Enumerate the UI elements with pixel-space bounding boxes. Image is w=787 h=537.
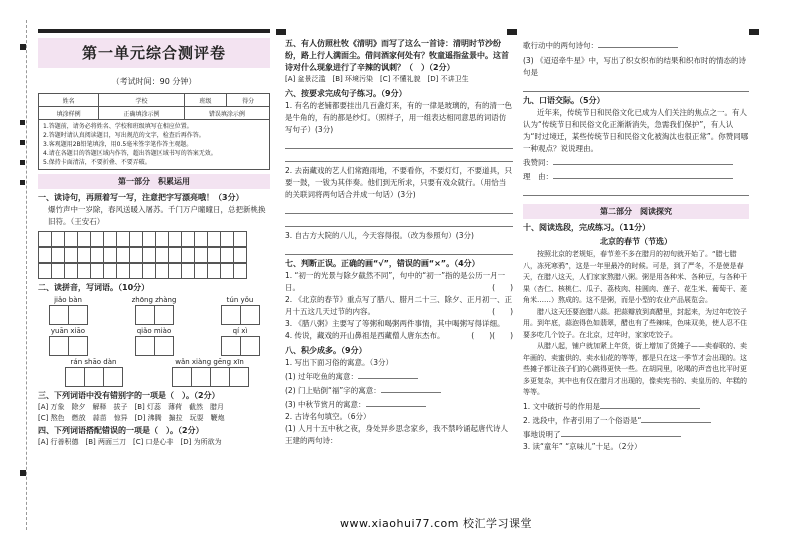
option-line: [A] 盆景泛滥 [B] 环境污染 [C] 不懂礼貌 [D] 不讲卫生 [285,75,469,83]
fill-item: (2) 门上贴倒“福”字的寓意： [285,383,513,397]
column-left [38,38,270,448]
pinyin-label: qiǎo miào [136,327,172,335]
fill-blank[interactable] [641,413,711,423]
info-label: 填涂样例 [39,107,99,120]
info-table [38,93,270,120]
binding-mark [20,470,26,476]
section-header: 第一部分 积累运用 [38,174,270,189]
discussion-text: 近年来，传统节日和民俗文化已成为人们关注的焦点之一。有人认为“传统节日和民俗文化正渐渐消失，急需我们保护”，有人认为“时过境迁，某些传统节日和民俗文化被淘汰也很正常”。你赞同哪一种观点？说说理由。 [523,108,749,153]
answer-boxes[interactable] [124,336,184,356]
judge-item: 3. 《腊八粥》主要写了等粥和喝粥两件事情，其中喝粥写得详细。 ( ) [285,319,513,340]
page-title: 第一单元综合测评卷 [38,38,270,68]
fill-item: (1) 过年吃鱼的寓意： [285,369,513,383]
info-label: 班级 [184,94,227,107]
agree-line: 我赞同： [523,155,749,169]
fill-blank[interactable] [598,38,678,48]
writing-grid-row[interactable] [38,231,270,247]
option-line: [A] 万象 除夕 解释 拔子 [B] 灯蕊 薄荷 截然 腊月 [38,403,224,411]
question-heading: 一、读诗句，再照着写一写，注意把字写漂亮哦！（3分） [38,193,244,202]
corner-mark [507,29,517,35]
pinyin-row [38,327,270,356]
sentence-task: 3. 自古方大院的八儿，今天容得很。（改为参照句）(3分) [285,231,474,240]
column-right [523,38,749,453]
binding-mark [20,180,25,185]
reading-title: 北京的春节（节选） [600,237,672,246]
binding-mark [20,120,25,125]
answer-boxes[interactable] [210,305,270,325]
fill-blank[interactable] [600,399,700,409]
exam-time: （考试时间：90 分钟） [111,77,197,86]
reading-question: 事地说明了 [523,427,749,441]
note-line: 3.客观题用2B铅笔填涂，用0.5毫米签字笔作答主观题。 [43,141,193,148]
question-heading: 七、判断正误。正确的画“√”，错误的画“×”。（4分） [285,259,480,268]
top-bar [38,29,270,33]
question-heading: 八、积少成多。（9分） [285,346,367,355]
sub-question: (3) 《迢迢牵牛星》中，写出了织女织布的结果和织布时的情态的诗句是 [523,56,747,77]
pinyin-label: zhōng zhàng [131,296,177,304]
note-line: 5.保持卡面清洁，不要折叠、不要弄破。 [43,159,151,166]
question-heading: 二、读拼音，写词语。（10分） [38,283,150,292]
reading-paragraph: 腊八这天还要泡腊八蒜。把蒜瓣放到高醋里，封起来，为过年吃饺子用。到年底，蒜泡得色如翡翠，醋也有了些辣味，色味双美，使人忍不住要多吃几个饺子。在北京，过年时，家家吃饺子。 [523,307,747,339]
sentence-task: 2. 去南藏戏的艺人们常跑雨地，不要看你，不要灯灯，不要道具，只要一鼓，一钹为其伴奏。他们到无所求，只要有戏众就行。（用恰当的关联词将两句话合并成一句话）(3分) [285,166,513,199]
continued-text: 歌行动中的两句诗句： [523,38,749,52]
answer-boxes[interactable] [210,336,270,356]
judge-item: 2. 《北京的春节》重点写了腊八、腊月二十三、除夕、正月初一、正月十五这几天过节的内容。 ( ) [285,295,513,316]
sentence-task: 1. 有名的老铺都要挂出几百盏灯来，有的一律是玻璃的，有的清一色是牛角的，有的都是纱灯。（照样子，用一组表达相同意思的词语仿写句子）(3分) [285,101,513,134]
fill-blank[interactable] [553,169,733,179]
pinyin-row [38,358,270,387]
info-label: 错误填涂示例 [184,107,269,120]
binding-mark [20,140,25,145]
fill-blank[interactable] [553,155,733,165]
writing-grid-row[interactable] [38,263,270,279]
note-line: 2.答题时请认真阅读题目，写出规范的文字，检查后再作答。 [43,132,205,139]
pinyin-label: qí xì [232,327,248,335]
reading-question: 2. 选段中，作者引用了一个俗语是“ [523,413,749,427]
question-heading: 四、下列词语搭配错误的一项是（ ）。（2分） [38,426,204,435]
writing-grid-row[interactable] [38,247,270,263]
pinyin-label: tún yǒu [226,296,254,304]
note-line: 4.请在各题目的答题区域内作答，超出答题区域书写的答案无效。 [43,150,217,157]
sub-question: (1) 人月十五中秋之夜，身处异乡思念家乡，我不禁吟诵起唐代诗人王建的两句诗： [285,424,509,445]
question-heading: 三、下列词语中没有错别字的一项是（ ）。（2分） [38,391,220,400]
answer-boxes[interactable] [38,336,98,356]
answer-line[interactable] [523,79,749,92]
column-middle [285,38,513,447]
answer-line[interactable] [523,183,749,196]
answer-line[interactable] [285,242,513,255]
info-label: 学校 [99,94,184,107]
corner-mark [276,29,286,35]
answer-boxes[interactable] [38,305,98,325]
binding-mark [20,160,25,165]
answer-line[interactable] [285,214,513,227]
pinyin-row [38,296,270,325]
sub-question: 1. 写出下面习俗的寓意。（3分） [285,358,394,367]
info-label: 得分 [227,94,270,107]
option-line: [A] 行善积德 [B] 两面三刀 [C] 口是心非 [D] 为所欲为 [38,438,222,446]
answer-line[interactable] [285,149,513,162]
info-label: 姓名 [39,94,99,107]
answer-boxes[interactable] [54,367,134,387]
reading-paragraph: 按照北京的老规矩，春节差不多在腊月的初旬就开始了。“腊七腊八，冻死寒鸦”，这是一年里最冷的时候。可是，到了严冬，不是使是春天，在腊八这天，人们家家熬腊八粥。粥是用各种米、各种豆，与各种干果（杏仁、核桃仁、瓜子、荔枝肉、桂圆肉、莲子、花生米、葡萄干、菱角米……）熬成的。这不是粥，而是小型的农业产品展览会。 [523,250,747,304]
option-line: [C] 熬色 燃放 蒜苗 惊异 [D] 沸腾 搧拉 玩耍 鞭炮 [38,414,225,422]
fill-blank[interactable] [561,427,681,437]
notes-box [38,120,270,170]
answer-line[interactable] [285,201,513,214]
answer-boxes[interactable] [165,367,255,387]
section-header: 第二部分 阅读探究 [523,204,749,219]
note-line: 1.答题前，请务必将姓名、学校和班级填写在相应位置。 [43,123,193,130]
binding-dashed-line [26,20,27,530]
pinyin-label: rán shāo dàn [70,358,117,366]
watermark-footer: www.xiaohui77.com 校汇学习课堂 [340,517,532,530]
reason-line: 理 由： [523,169,749,183]
fill-blank[interactable] [366,397,426,407]
pinyin-label: wǎn xiàng gēng xīn [175,358,244,366]
reading-paragraph: 从腊八起，铺户就加紧上年货，街上增加了货摊子——卖春联的、卖年画的、卖蜜供的、卖水仙花的等等，都是只在这一季节才会出现的。这些摊子都让孩子们的心跳得更快一些。在胡同里，吆喝的声音也比平时更多更复杂，其中也有仅在腊月才出现的，像卖宪书的、卖皇历的、年糕的等等。 [523,342,747,396]
binding-mark [20,44,26,50]
answer-line[interactable] [285,136,513,149]
question-heading: 十、阅读选段，完成练习。（11分） [523,223,651,232]
poem-text: 爆竹声中一岁除，春风送暖入屠苏。千门万户曈曈日，总把新桃换旧符。（王安石） [48,205,266,226]
question-heading: 五、有人仿照杜牧《清明》而写了这么一首诗：清明时节沙纷纷，路上行人满面尘。借问酒家何处有？牧童遥指盆景中。这首诗对什么现象进行了辛辣的讽刺？（ ）（2分） [285,39,509,72]
info-label: 正确填涂示例 [99,107,184,120]
answer-boxes[interactable] [124,305,184,325]
fill-blank[interactable] [358,369,418,379]
judge-item: 1. “初一的光景与除夕截然不同”，句中的“初一”指的是公历一月一日。 ( ) [285,271,513,292]
sub-question: 2. 古诗名句填空。（6分） [285,412,371,421]
judge-item: 4. 传说，藏戏的开山鼻祖是西藏僧人唐东杰布。 ( ) [285,331,493,340]
reading-question: 1. 文中破折号的作用是 [523,399,749,413]
fill-item: (3) 中秋节赏月的寓意： [285,397,513,411]
reading-question: 3. 读“童年” “京味儿”十足。（2分） [523,441,642,451]
pinyin-label: jiǎo bàn [54,296,82,304]
question-heading: 九、口语交际。（5分） [523,96,605,105]
pinyin-label: yuān xiāo [50,327,86,335]
question-heading: 六、按要求完成句子练习。（9分） [285,89,407,98]
corner-mark [749,29,759,35]
fill-blank[interactable] [381,383,441,393]
